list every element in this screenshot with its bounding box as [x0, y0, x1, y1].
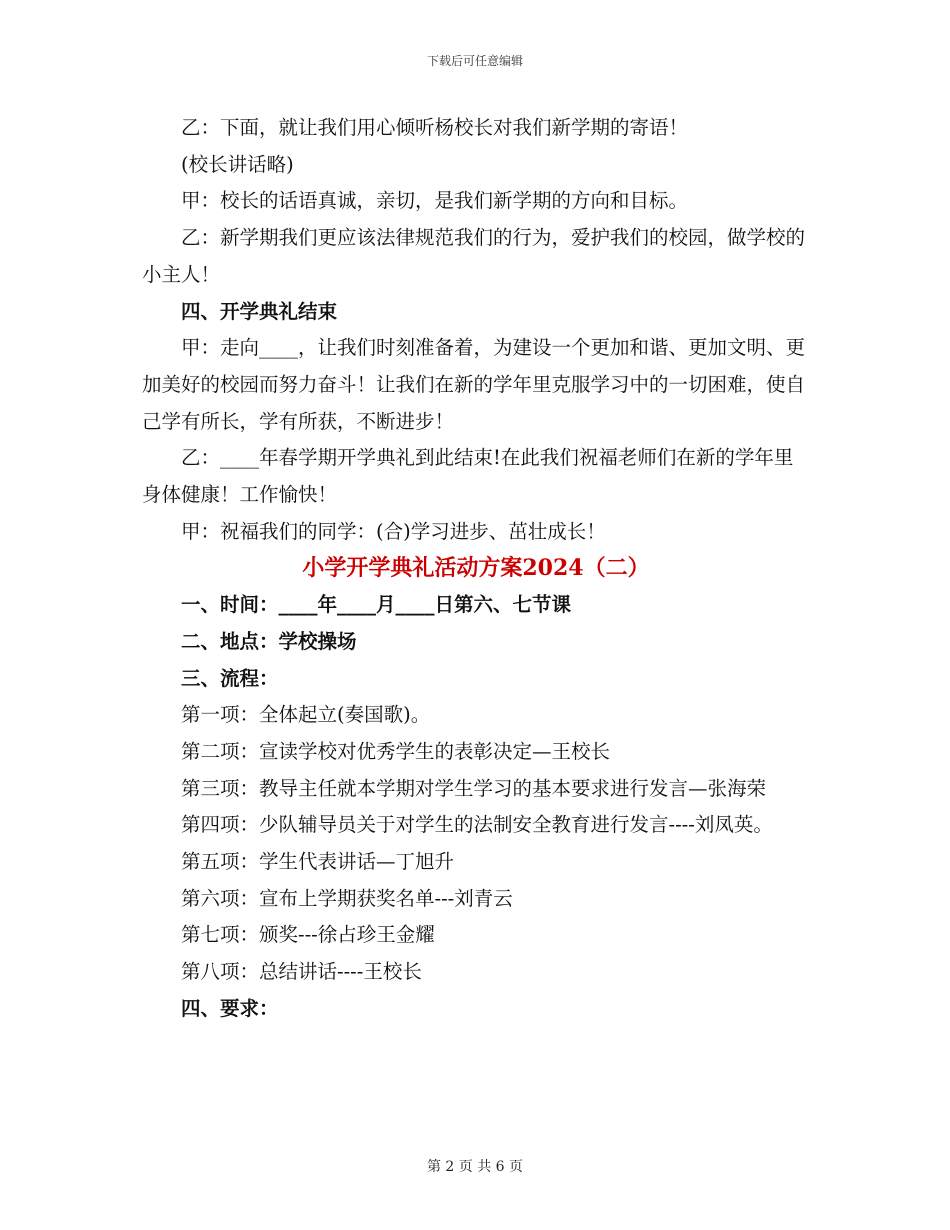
- section-heading: 一、时间：____年____月____日第六、七节课: [181, 593, 572, 617]
- list-item: 第七项：颁奖---徐占珍王金耀: [181, 923, 435, 947]
- paragraph: 乙：新学期我们更应该法律规范我们的行为，爱护我们的校园，做学校的小主人！: [142, 226, 806, 286]
- list-item: 第二项：宣读学校对优秀学生的表彰决定—王校长: [181, 739, 611, 763]
- list-item: 第五项：学生代表讲话—丁旭升: [181, 850, 455, 874]
- paragraph: 乙：____年春学期开学典礼到此结束!在此我们祝福老师们在新的学年里身体健康！工作愉快！: [142, 446, 794, 507]
- section-heading: 三、流程：: [181, 666, 279, 690]
- page-header: 下载后可任意编辑: [426, 54, 523, 68]
- paragraph: 甲：走向____，让我们时刻准备着，为建设一个更加和谐、更加文明、更加美好的校园而努力奋斗！让我们在新的学年里克服学习中的一切困难，使自己学有所长，学有所获，不断进步！: [142, 336, 806, 433]
- section-heading: 四、要求：: [181, 996, 279, 1020]
- list-item: 第三项：教导主任就本学期对学生学习的基本要求进行发言—张海荣: [181, 776, 767, 800]
- document-title: 小学开学典礼活动方案2024（二）: [302, 555, 650, 582]
- section-heading: 四、开学典礼结束: [181, 299, 338, 323]
- paragraph: 甲：校长的话语真诚，亲切，是我们新学期的方向和目标。: [181, 189, 689, 213]
- list-item: 第四项：少队辅导员关于对学生的法制安全教育进行发言----刘凤英。: [181, 813, 773, 837]
- document-body: [142, 110, 810, 1028]
- list-item: 第一项：全体起立(奏国歌)。: [181, 703, 431, 727]
- page-footer: 第 2 页 共 6 页: [426, 1159, 524, 1175]
- paragraph: 甲：祝福我们的同学：(合)学习进步、茁壮成长！: [181, 519, 606, 543]
- section-heading: 二、地点：学校操场: [181, 629, 357, 653]
- list-item: 第八项：总结讲话----王校长: [181, 960, 422, 984]
- paragraph: 乙：下面，就让我们用心倾听杨校长对我们新学期的寄语！: [181, 116, 689, 139]
- list-item: 第六项：宣布上学期获奖名单---刘青云: [181, 886, 513, 910]
- paragraph: (校长讲话略): [181, 152, 294, 176]
